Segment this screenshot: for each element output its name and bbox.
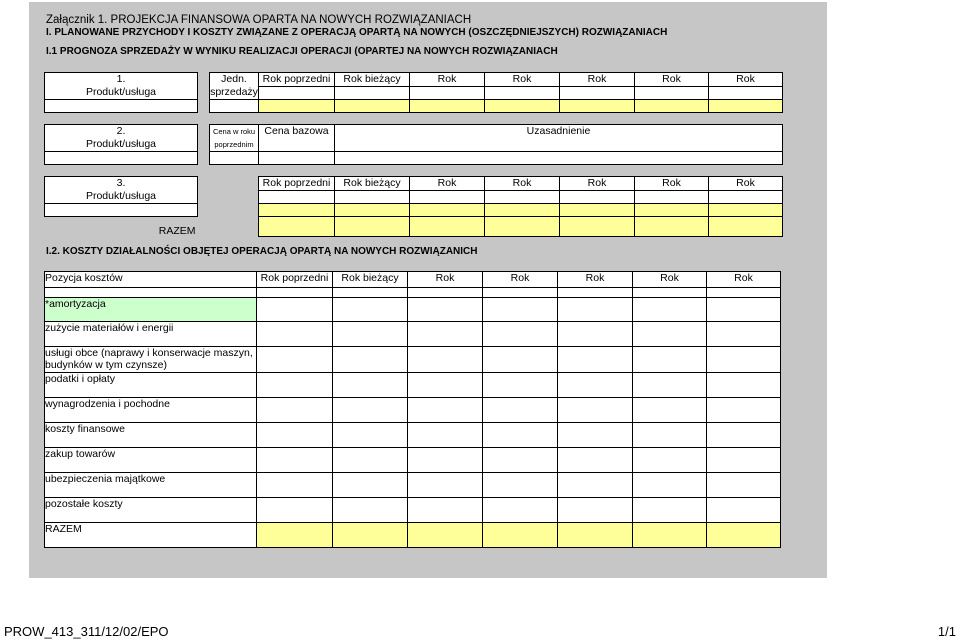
cost-input-cell[interactable]	[633, 423, 707, 448]
cost-input-cell[interactable]	[633, 322, 707, 347]
cost-input-cell[interactable]	[257, 322, 333, 347]
total-cell[interactable]	[259, 217, 335, 237]
total-cell[interactable]	[335, 217, 410, 237]
input-cell[interactable]	[560, 100, 635, 113]
year-header: Rok	[558, 272, 633, 288]
cost-input-cell[interactable]	[483, 373, 558, 398]
cost-input-cell[interactable]	[483, 322, 558, 347]
cost-input-cell[interactable]	[633, 398, 707, 423]
cost-input-cell[interactable]	[558, 423, 633, 448]
cost-input-cell[interactable]	[483, 298, 558, 322]
input-cell[interactable]	[485, 100, 560, 113]
product-header-cell	[45, 125, 198, 152]
cost-input-cell[interactable]	[333, 347, 408, 373]
section-title: I. PLANOWANE PRZYCHODY I KOSZTY ZWIĄZANE Z OPERACJĄ OPARTĄ NA NOWYCH (OSZCZĘDNIEJSZYCH) ROZWIĄZANIACH	[46, 27, 668, 38]
cost-input-cell[interactable]	[558, 298, 633, 322]
cost-input-cell[interactable]	[257, 398, 333, 423]
total-cell[interactable]	[485, 217, 560, 237]
cost-input-cell[interactable]	[633, 373, 707, 398]
cost-input-cell[interactable]	[558, 498, 633, 523]
input-cell[interactable]	[560, 204, 635, 217]
annex-title: Załącznik 1. PROJEKCJA FINANSOWA OPARTA NA NOWYCH ROZWIĄZANIACH	[46, 14, 472, 26]
input-cell[interactable]	[635, 87, 709, 100]
cost-total-cell[interactable]	[333, 523, 408, 548]
cost-input-cell[interactable]	[408, 373, 483, 398]
input-cell[interactable]	[410, 191, 485, 204]
cost-input-cell[interactable]	[257, 473, 333, 498]
product-number: 3.	[116, 177, 126, 189]
input-cell[interactable]	[635, 204, 709, 217]
year-header: Rok	[635, 73, 709, 87]
cost-total-cell[interactable]	[558, 523, 633, 548]
cost-item-header: Pozycja kosztów	[45, 272, 257, 288]
cost-input-cell[interactable]	[707, 423, 781, 448]
cost-total-cell[interactable]	[707, 523, 781, 548]
cost-input-cell[interactable]	[257, 298, 333, 322]
input-cell[interactable]	[410, 100, 485, 113]
product-label: Produkt/usługa	[85, 86, 157, 98]
year-header: Rok	[483, 272, 558, 288]
year-header: Rok poprzedni	[259, 177, 335, 191]
year-header: Rok bieżący	[335, 73, 410, 87]
product-label: Produkt/usługa	[85, 138, 157, 150]
cost-input-cell[interactable]	[333, 373, 408, 398]
input-cell[interactable]	[259, 87, 335, 100]
product-header-cell	[45, 177, 198, 204]
cost-input-cell[interactable]	[707, 498, 781, 523]
sales-forecast-table	[44, 72, 783, 113]
price-label-2: poprzednim	[214, 140, 254, 149]
year-header: Rok	[408, 272, 483, 288]
price-label-1: Cena w roku	[212, 127, 256, 136]
cost-input-cell[interactable]	[633, 347, 707, 373]
cost-input-cell[interactable]	[558, 473, 633, 498]
total-cell[interactable]	[410, 217, 485, 237]
cost-input-cell[interactable]	[408, 498, 483, 523]
price-table	[44, 124, 783, 165]
input-cell[interactable]	[709, 87, 783, 100]
cost-row-label: zakup towarów	[45, 448, 257, 473]
cost-row-label: *amortyzacja	[45, 298, 257, 322]
subsection-costs-title: I.2. KOSZTY DZIAŁALNOŚCI OBJĘTEJ OPERACJĄ OPARTĄ NA NOWYCH ROZWIĄZANICH	[46, 246, 478, 257]
year-header: Rok	[485, 177, 560, 191]
revenue-table	[44, 176, 783, 237]
cost-input-cell[interactable]	[483, 423, 558, 448]
cost-input-cell[interactable]	[257, 347, 333, 373]
product-number: 1.	[116, 73, 126, 85]
input-cell[interactable]	[709, 100, 783, 113]
product-input-cell[interactable]	[45, 152, 198, 165]
cost-input-cell[interactable]	[333, 298, 408, 322]
year-header: Rok poprzedni	[259, 73, 335, 87]
cost-input-cell[interactable]	[707, 373, 781, 398]
cost-row-label: usługi obce (naprawy i konserwacje maszyn, budynków w tym czynsze)	[45, 347, 257, 373]
input-cell[interactable]	[635, 100, 709, 113]
year-header: Rok bieżący	[335, 177, 410, 191]
product-number: 2.	[116, 125, 126, 137]
input-cell[interactable]	[709, 204, 783, 217]
year-header: Rok	[485, 73, 560, 87]
input-cell[interactable]	[560, 87, 635, 100]
product-label: Produkt/usługa	[85, 190, 157, 202]
product-header-cell	[45, 73, 198, 100]
page-number: 1/1	[937, 624, 956, 639]
sales-unit-label-1: Jedn.	[221, 73, 247, 85]
year-header: Rok	[560, 177, 635, 191]
cost-total-cell[interactable]	[408, 523, 483, 548]
cost-input-cell[interactable]	[408, 322, 483, 347]
product-input-cell[interactable]	[45, 100, 198, 113]
input-cell[interactable]	[210, 100, 259, 113]
cost-input-cell[interactable]	[333, 473, 408, 498]
input-cell[interactable]	[485, 204, 560, 217]
input-cell[interactable]	[259, 204, 335, 217]
input-cell[interactable]	[335, 100, 410, 113]
input-cell[interactable]	[485, 87, 560, 100]
total-cell[interactable]	[709, 217, 783, 237]
cost-row-label: podatki i opłaty	[45, 373, 257, 398]
input-cell[interactable]	[485, 191, 560, 204]
sales-unit-label-2: sprzedaży	[210, 86, 258, 98]
document-code: PROW_413_311/12/02/EPO	[4, 624, 169, 639]
cost-input-cell[interactable]	[408, 398, 483, 423]
cost-input-cell[interactable]	[483, 473, 558, 498]
year-header: Rok	[560, 73, 635, 87]
cost-input-cell[interactable]	[633, 473, 707, 498]
cost-input-cell[interactable]	[408, 347, 483, 373]
cost-input-cell[interactable]	[257, 448, 333, 473]
subsection-sales-title: I.1 PROGNOZA SPRZEDAŻY W WYNIKU REALIZACJI OPERACJI (OPARTEJ NA NOWYCH ROZWIĄZANIACH	[46, 46, 558, 57]
cost-row-label: wynagrodzenia i pochodne	[45, 398, 257, 423]
cost-input-cell[interactable]	[707, 398, 781, 423]
year-header: Rok	[709, 177, 783, 191]
cost-input-cell[interactable]	[633, 298, 707, 322]
cost-input-cell[interactable]	[558, 373, 633, 398]
year-header: Rok bieżący	[333, 272, 408, 288]
cost-input-cell[interactable]	[633, 448, 707, 473]
base-price-header: Cena bazowa	[259, 125, 335, 152]
year-header: Rok	[707, 272, 781, 288]
cost-row-label: zużycie materiałów i energii	[45, 322, 257, 347]
justification-input-cell[interactable]	[335, 152, 783, 165]
cost-row-label: pozostałe koszty	[45, 498, 257, 523]
input-cell[interactable]	[635, 191, 709, 204]
input-cell[interactable]	[259, 152, 335, 165]
year-header: Rok	[410, 73, 485, 87]
cost-input-cell[interactable]	[257, 373, 333, 398]
previous-year-price-header	[210, 125, 259, 152]
year-header: Rok	[635, 177, 709, 191]
cost-input-cell[interactable]	[408, 298, 483, 322]
revenue-total-label: RAZEM	[158, 224, 196, 237]
input-cell[interactable]	[410, 87, 485, 100]
cost-input-cell[interactable]	[483, 347, 558, 373]
justification-header: Uzasadnienie	[335, 125, 783, 152]
year-header: Rok	[633, 272, 707, 288]
cost-input-cell[interactable]	[257, 423, 333, 448]
cost-input-cell[interactable]	[707, 298, 781, 322]
cost-input-cell[interactable]	[707, 448, 781, 473]
cost-input-cell[interactable]	[333, 448, 408, 473]
year-header: Rok	[410, 177, 485, 191]
sales-unit-header	[210, 73, 259, 100]
input-cell[interactable]	[709, 191, 783, 204]
cost-total-cell[interactable]	[257, 523, 333, 548]
input-cell[interactable]	[410, 204, 485, 217]
cost-input-cell[interactable]	[483, 398, 558, 423]
input-cell[interactable]	[259, 191, 335, 204]
product-input-cell[interactable]	[45, 204, 198, 217]
cost-total-cell[interactable]	[633, 523, 707, 548]
cost-total-cell[interactable]	[483, 523, 558, 548]
cost-input-cell[interactable]	[408, 473, 483, 498]
input-cell[interactable]	[210, 152, 259, 165]
cost-input-cell[interactable]	[483, 448, 558, 473]
cost-input-cell[interactable]	[408, 423, 483, 448]
total-cell[interactable]	[560, 217, 635, 237]
total-cell[interactable]	[635, 217, 709, 237]
input-cell[interactable]	[335, 87, 410, 100]
cost-input-cell[interactable]	[558, 347, 633, 373]
cost-total-label: RAZEM	[45, 523, 257, 548]
costs-table	[44, 271, 781, 548]
cost-input-cell[interactable]	[333, 322, 408, 347]
cost-input-cell[interactable]	[408, 448, 483, 473]
cost-input-cell[interactable]	[333, 498, 408, 523]
year-header: Rok poprzedni	[257, 272, 333, 288]
input-cell[interactable]	[259, 100, 335, 113]
cost-input-cell[interactable]	[707, 473, 781, 498]
cost-input-cell[interactable]	[558, 448, 633, 473]
cost-row-label: koszty finansowe	[45, 423, 257, 448]
cost-input-cell[interactable]	[333, 423, 408, 448]
cost-input-cell[interactable]	[707, 322, 781, 347]
year-header: Rok	[709, 73, 783, 87]
cost-input-cell[interactable]	[558, 322, 633, 347]
cost-input-cell[interactable]	[558, 398, 633, 423]
cost-input-cell[interactable]	[483, 498, 558, 523]
input-cell[interactable]	[335, 191, 410, 204]
input-cell[interactable]	[560, 191, 635, 204]
cost-input-cell[interactable]	[257, 498, 333, 523]
cost-row-label: ubezpieczenia majątkowe	[45, 473, 257, 498]
cost-input-cell[interactable]	[633, 498, 707, 523]
input-cell[interactable]	[335, 204, 410, 217]
cost-input-cell[interactable]	[707, 347, 781, 373]
cost-input-cell[interactable]	[333, 398, 408, 423]
